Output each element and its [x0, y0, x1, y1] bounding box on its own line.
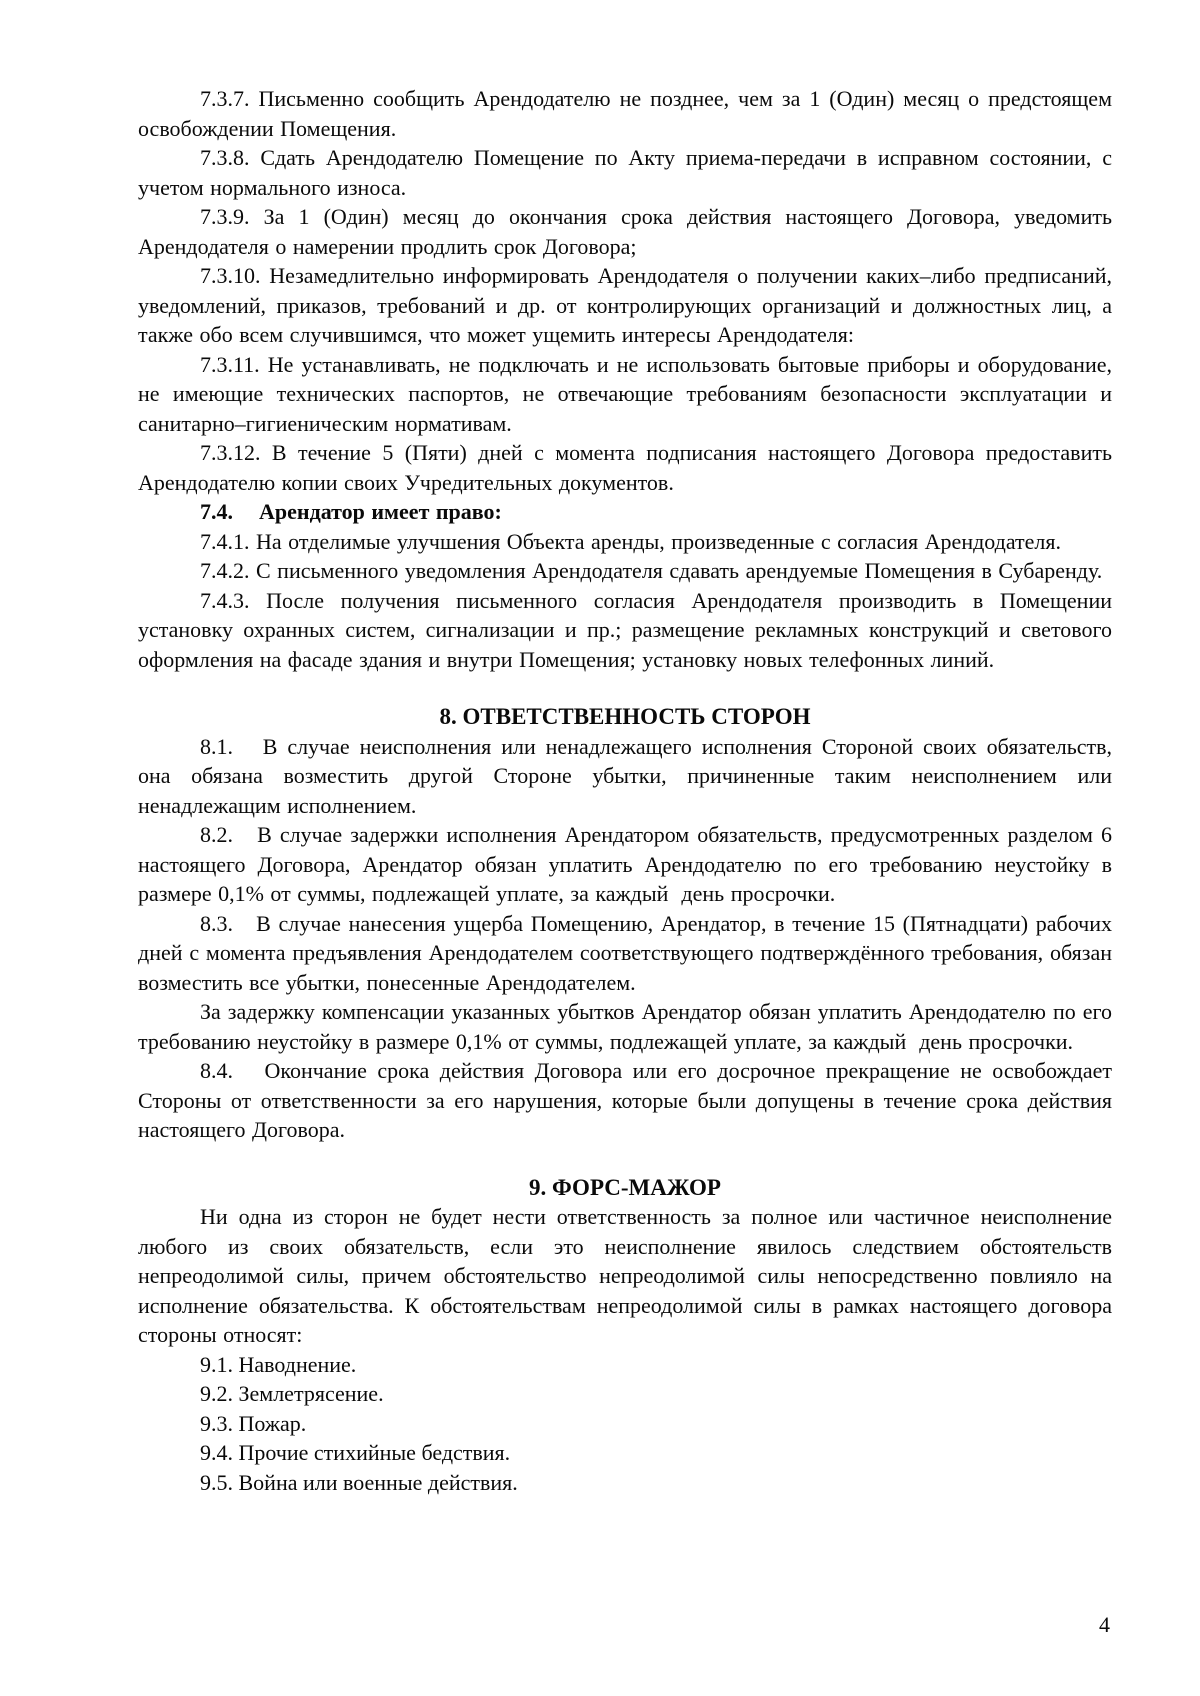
- list-item-9-5: 9.5. Война или военные действия.: [200, 1469, 518, 1495]
- list-item-9-2: 9.2. Землетрясение.: [200, 1381, 384, 1406]
- section-9-intro: Ни одна из сторон не будет нести ответственность за полное или частичное неисполнение любого из своих обязательств, если это неисполнение явилось следствием обстоятельств непреодолимой силы, причем обстоятельство непреодолимой силы непосредственно повлияло на исполнение обязательства. К обстоятельствам непреодолимой силы в рамках настоящего договора стороны относят:: [138, 1204, 1112, 1347]
- clause-7-3-11: 7.3.11. Не устанавливать, не подключать и не использовать бытовые приборы и оборудование, не имеющие технических паспортов, не отвечающие требованиям безопасности эксплуатации и санитарно–гигиеническим нормативам.: [138, 351, 1112, 436]
- clause-7-3-12: 7.3.12. В течение 5 (Пяти) дней с момента подписания настоящего Договора предоставить Арендодателю копии своих Учредительных документов.: [138, 440, 1112, 495]
- clause-7-3-10: 7.3.10. Незамедлительно информировать Арендодателя о получении каких–либо предписаний, уведомлений, приказов, требований и др. от контролирующих организаций и должностных лиц, а также обо всем случившимся, что может ущемить интересы Арендодателя:: [138, 263, 1112, 347]
- clause-7-4-1: 7.4.1. На отделимые улучшения Объекта аренды, произведенные с согласия Арендодателя.: [200, 528, 1062, 554]
- contract-text-block: [138, 84, 1112, 1497]
- list-item-9-4: 9.4. Прочие стихийные бедствия.: [200, 1440, 511, 1465]
- clause-8-4: 8.4. Окончание срока действия Договора или его досрочное прекращение не освобождает Стороны от ответственности за его нарушения, которые были допущены в течение срока действия настоящего Договора.: [138, 1058, 1112, 1142]
- section-9-heading: 9. ФОРС-МАЖОР: [529, 1174, 721, 1200]
- page-number: 4: [1099, 1612, 1110, 1637]
- section-8-heading: 8. ОТВЕТСТВЕННОСТЬ СТОРОН: [439, 704, 811, 729]
- clause-8-1: 8.1. В случае неисполнения или ненадлежащего исполнения Стороной своих обязательств, она обязана возместить другой Стороне убытки, причиненные таким неисполнением или ненадлежащим исполнением.: [138, 733, 1112, 818]
- clause-7-4-3: 7.4.3. После получения письменного согласия Арендодателя производить в Помещении установку охранных систем, сигнализации и пр.; размещение рекламных конструкций и светового оформления на фасаде здания и внутри Помещения; установку новых телефонных линий.: [138, 587, 1112, 672]
- clause-8-3-penalty: За задержку компенсации указанных убытков Арендатор обязан уплатить Арендодателю по его требованию неустойку в размере 0,1% от суммы, подлежащей уплате, за каждый день просрочки.: [138, 999, 1112, 1054]
- clause-8-3: 8.3. В случае нанесения ущерба Помещению, Арендатор, в течение 15 (Пятнадцати) рабочих дней с момента предъявления Арендодателем соответствующего подтверждённого требования, обязан возместить все убытки, понесенные Арендодателем.: [138, 910, 1112, 995]
- clause-8-2: 8.2. В случае задержки исполнения Арендатором обязательств, предусмотренных разделом 6 настоящего Договора, Арендатор обязан уплатить Арендодателю по его требованию неустойку в размере 0,1% от суммы, подлежащей уплате, за каждый день просрочки.: [138, 822, 1112, 906]
- list-item-9-3: 9.3. Пожар.: [200, 1410, 307, 1436]
- clause-7-3-7: 7.3.7. Письменно сообщить Арендодателю не позднее, чем за 1 (Один) месяц о предстоящем освобождении Помещения.: [138, 86, 1112, 141]
- list-item-9-1: 9.1. Наводнение.: [200, 1351, 357, 1377]
- subheading-7-4: 7.4. Арендатор имеет право:: [200, 499, 502, 524]
- clause-7-3-8: 7.3.8. Сдать Арендодателю Помещение по Акту приема-передачи в исправном состоянии, с учетом нормального износа.: [138, 145, 1112, 200]
- clause-7-3-9: 7.3.9. За 1 (Один) месяц до окончания срока действия настоящего Договора, уведомить Арендодателя о намерении продлить срок Договора;: [138, 204, 1112, 259]
- clause-7-4-2: 7.4.2. С письменного уведомления Арендодателя сдавать арендуемые Помещения в Субаренду.: [200, 558, 1103, 583]
